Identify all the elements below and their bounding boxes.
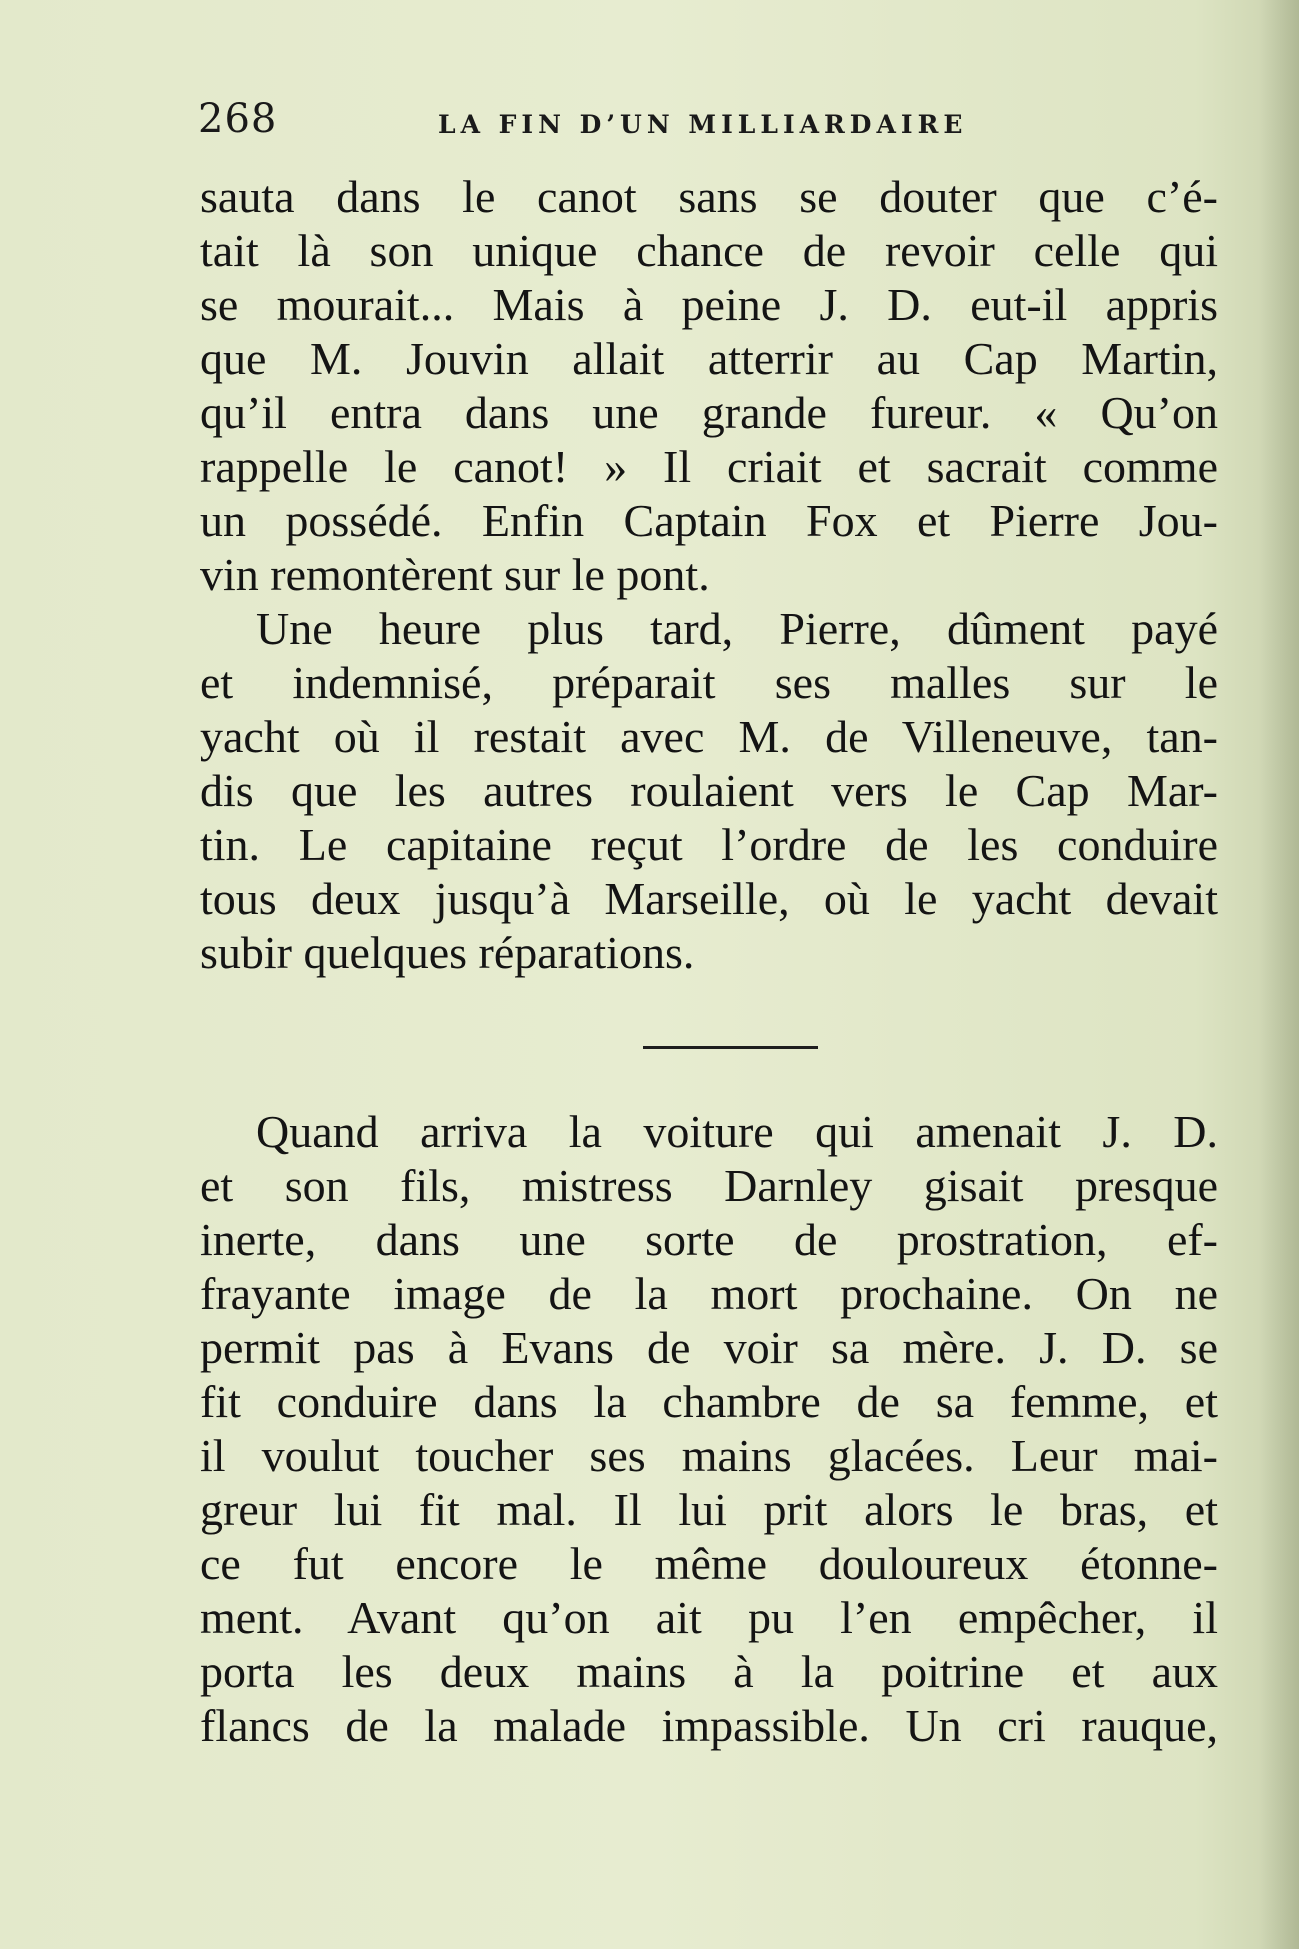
- paragraph-1: [200, 170, 1218, 602]
- text-line: porta les deux mains à la poitrine et aux: [200, 1646, 1218, 1697]
- text-line: ce fut encore le même douloureux étonne-: [200, 1538, 1218, 1589]
- text-line: ment. Avant qu’on ait pu l’en empêcher, il: [200, 1592, 1218, 1643]
- text-line: il voulut toucher ses mains glacées. Leur mai-: [200, 1430, 1218, 1481]
- text-line: flancs de la malade impassible. Un cri rauque,: [200, 1700, 1218, 1751]
- text-line: inerte, dans une sorte de prostration, ef-: [200, 1214, 1218, 1265]
- text-section-1: [200, 170, 1218, 980]
- text-section-2: [200, 1105, 1218, 1753]
- text-line: subir quelques réparations.: [200, 927, 695, 978]
- text-line: qu’il entra dans une grande fureur. « Qu’on: [200, 387, 1218, 438]
- text-line: rappelle le canot! » Il criait et sacrait comme: [200, 441, 1218, 492]
- text-line: Une heure plus tard, Pierre, dûment payé: [256, 603, 1218, 654]
- text-line: tin. Le capitaine reçut l’ordre de les conduire: [200, 819, 1218, 870]
- text-line: un possédé. Enfin Captain Fox et Pierre Jou-: [200, 495, 1218, 546]
- page-number: 268: [198, 96, 278, 142]
- text-line: tait là son unique chance de revoir celle qui: [200, 225, 1218, 276]
- text-line: se mourait... Mais à peine J. D. eut-il appris: [200, 279, 1218, 330]
- text-line: que M. Jouvin allait atterrir au Cap Martin,: [200, 333, 1218, 384]
- section-separator-rule: [643, 1046, 818, 1049]
- text-line: greur lui fit mal. Il lui prit alors le bras, et: [200, 1484, 1218, 1535]
- text-line: vin remontèrent sur le pont.: [200, 549, 710, 600]
- paragraph-3: [200, 1105, 1218, 1753]
- running-head: [198, 92, 1006, 142]
- page-edge-shadow: [1259, 0, 1299, 1949]
- text-line: permit pas à Evans de voir sa mère. J. D. se: [200, 1322, 1218, 1373]
- text-line: dis que les autres roulaient vers le Cap Mar-: [200, 765, 1218, 816]
- text-line: yacht où il restait avec M. de Villeneuve, tan-: [200, 711, 1218, 762]
- text-line: Quand arriva la voiture qui amenait J. D.: [256, 1106, 1218, 1157]
- book-title: LA FIN D’UN MILLIARDAIRE: [438, 110, 968, 139]
- text-line: et son fils, mistress Darnley gisait presque: [200, 1160, 1218, 1211]
- text-line: fit conduire dans la chambre de sa femme, et: [200, 1376, 1218, 1427]
- text-line: sauta dans le canot sans se douter que c’é-: [200, 171, 1218, 222]
- text-line: frayante image de la mort prochaine. On ne: [200, 1268, 1218, 1319]
- text-line: tous deux jusqu’à Marseille, où le yacht devait: [200, 873, 1218, 924]
- text-line: et indemnisé, préparait ses malles sur le: [200, 657, 1218, 708]
- paragraph-2: [200, 602, 1218, 980]
